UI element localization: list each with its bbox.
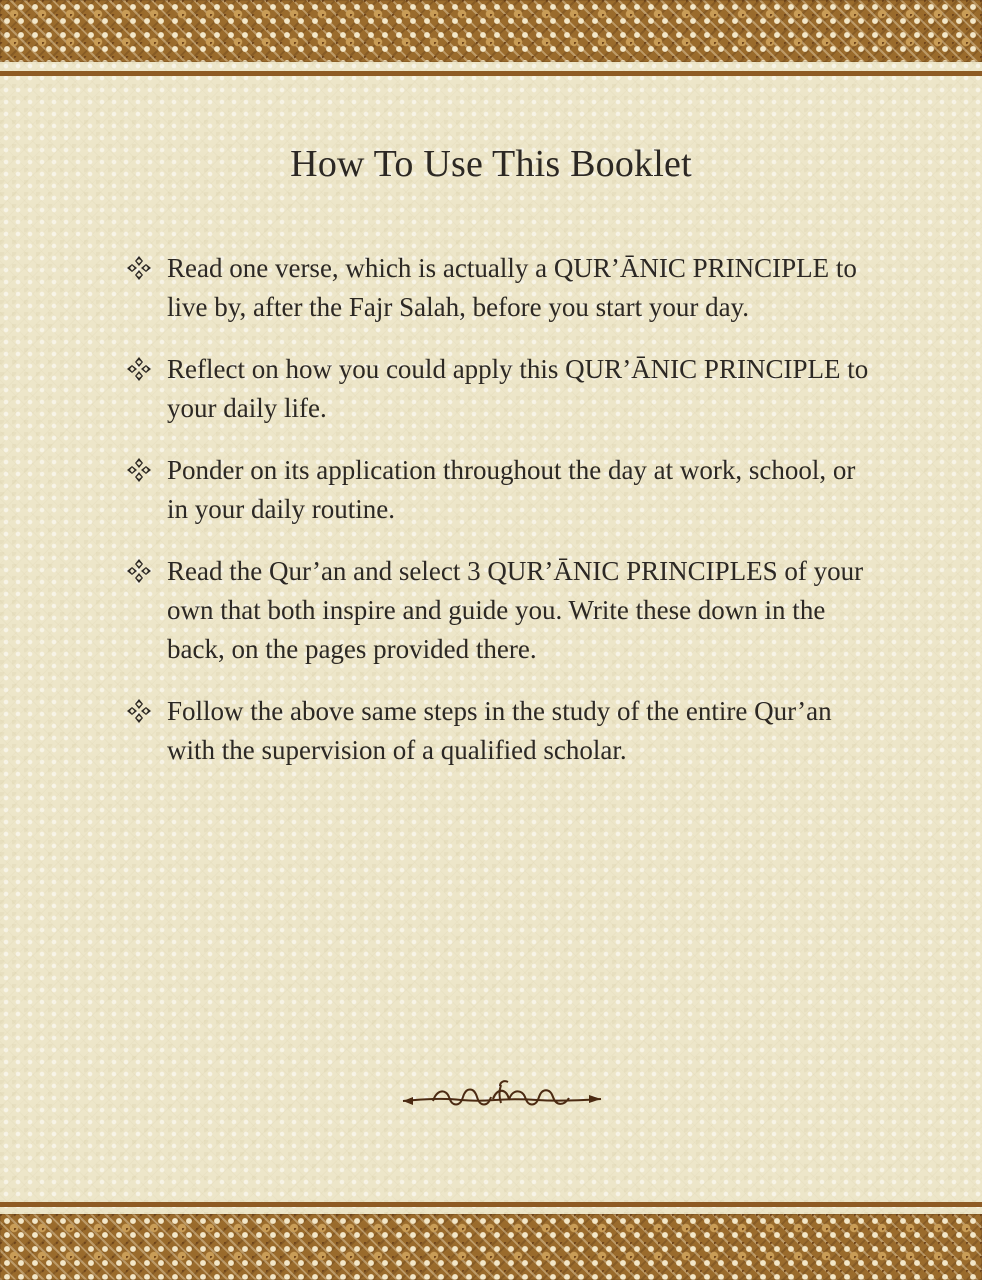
instruction-item-1 bbox=[126, 249, 881, 327]
four-diamond-bullet-icon bbox=[126, 558, 152, 584]
bottom-decorative-border bbox=[0, 1214, 982, 1280]
instruction-list bbox=[126, 249, 881, 770]
four-diamond-bullet-icon bbox=[126, 356, 152, 382]
top-border-rule bbox=[0, 71, 982, 76]
instruction-text: Ponder on its application throughout the day at work, school, or in your daily routine. bbox=[167, 455, 856, 524]
instruction-item-2 bbox=[126, 350, 881, 428]
decorative-scroll-ornament bbox=[401, 1079, 603, 1123]
top-decorative-border bbox=[0, 0, 982, 62]
instruction-text: Follow the above same steps in the study of the entire Qur’an with the supervision of a qualified scholar. bbox=[167, 696, 832, 765]
instruction-item-3 bbox=[126, 451, 881, 529]
page-title: How To Use This Booklet bbox=[290, 143, 692, 185]
bottom-border-rule bbox=[0, 1202, 982, 1207]
four-diamond-bullet-icon bbox=[126, 255, 152, 281]
four-diamond-bullet-icon bbox=[126, 698, 152, 724]
instruction-item-5 bbox=[126, 692, 881, 770]
instruction-text: Reflect on how you could apply this QUR’ĀNIC PRINCIPLE to your daily life. bbox=[167, 354, 869, 423]
instruction-text: Read the Qur’an and select 3 QUR’ĀNIC PRINCIPLES of your own that both inspire and guide you. Write these down in the back, on the pages provided there. bbox=[167, 556, 864, 664]
four-diamond-bullet-icon bbox=[126, 457, 152, 483]
instruction-text: Read one verse, which is actually a QUR’ĀNIC PRINCIPLE to live by, after the Fajr Salah, before you start your day. bbox=[167, 253, 857, 322]
instruction-item-4 bbox=[126, 552, 881, 669]
